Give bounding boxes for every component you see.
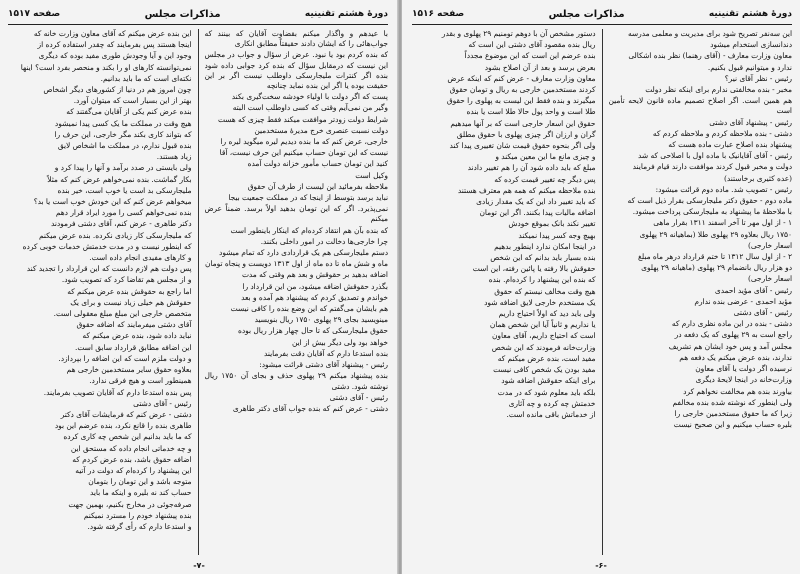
paragraph-line: ولی اگر بنحوه حقوق قیمت شان تغییری پیدا کند <box>449 141 596 151</box>
paragraph-line: مفید است، بنده عرض میکنم که <box>497 353 596 363</box>
paragraph-line: این اضافه مطابق قرارداد سابق است. <box>75 342 192 352</box>
paragraph-line: رئیس - پیشنهاد آقای دشتی قرائت میشود: <box>259 360 388 370</box>
right-page <box>402 0 800 574</box>
paragraph-line: در اینجا امکان ندارد اینطور بدهیم <box>494 241 596 251</box>
paragraph-line: این بنده عرض میکنم که آقای معاون وزارت خانه که <box>33 29 192 38</box>
right-page-header <box>412 6 792 25</box>
paragraph-line: طلا است و واحد پول حالا طلا است یا بنده <box>466 107 596 117</box>
paragraph-line: بنده بسیار باید بدانم که این شخص <box>490 253 596 263</box>
paragraph-line: نمی‌پذیرد. اگر که این تومان بدهید اولاً برسد. ضمناً عرض میکنم <box>204 204 388 224</box>
paragraph-line: یا نداریم و ثانیاً آیا این شخص همان <box>489 320 596 330</box>
paragraph-line: یک مستخدم خارجی لایق اضافه شود <box>484 297 596 307</box>
paragraph-line: بلکه باید معلوم شود که در مدت <box>497 387 596 397</box>
paragraph-line: دستور مشخص آن با دوهم تومنیم ۲۹ پهلوی و بقدر <box>441 29 596 38</box>
paragraph-line: مخبر - بنده مخالفتی ندارم برای اینکه نظر دولت <box>645 85 792 95</box>
paragraph-line: هیچ وقت مخالف نیستم که حقوق <box>494 286 596 296</box>
paragraph-line: خواهد بود ولی دیگر بیش از این <box>291 337 388 347</box>
paragraph-line: و دولت ملزم است که این اضافه را بپردازد. <box>58 353 192 363</box>
paragraph-line: اضافه حقوق باشد، بنده عرض کردم که <box>72 454 192 464</box>
right-page-number: -۶- <box>595 561 607 570</box>
paragraph-line: ریال بنده مقصود آقای دشتی این است که <box>468 40 596 50</box>
paragraph-line: ولی بایستی در صدد برآمد و آنها را پیدا کرد و <box>54 163 192 173</box>
right-header-session: دورهٔ هشتم تقنینیه <box>708 9 792 19</box>
paragraph-line: پس دیگر چه تغییر قیمت کرده که <box>494 174 596 184</box>
left-page-number: -۷- <box>193 561 205 570</box>
paragraph-line: هم بایشان می‌گفتم که این وضع بنده را کافی نیست <box>230 304 388 314</box>
paragraph-line: رئیس - نظر آقای نیر؟ <box>724 73 792 83</box>
paragraph-line: هم همین است. اگر اصلاح تصمیم ماده قانون لایحه تأمین است <box>608 96 792 116</box>
paragraph-line: زیاد هستند. <box>156 152 192 162</box>
paragraph-line: که بنده این پیشنهاد را کرده‌ام. بنده <box>488 275 596 285</box>
paragraph-line: دو هزار ریال بانضمام ۲۹ پهلوی (ماهیانه ۲۹ پهلوی <box>641 263 792 273</box>
paragraph-line: وگیر من نمی‌آیم وقتی که کسی داوطلب است البته <box>232 103 388 113</box>
paragraph-line: راجع است به ۲۹ پهلوی که یک دفعه در <box>674 330 792 340</box>
paragraph-line: ۱ - از اول مهر تا آخر اسفند ۱۳۱۱ بقرار ماهی <box>653 218 792 228</box>
paragraph-line: مینویسید بجای ۲۹ پهلوی ۱۷۵۰ ریال بنویسید <box>254 315 388 325</box>
paragraph-line: دندانسازی استخدام میشود <box>710 40 792 50</box>
paragraph-line: بنده پیشنهاد خودم را مسترد نمیکنم <box>83 510 192 520</box>
left-page <box>0 0 398 574</box>
paragraph-line: نباید داده شود، بنده عرض میکنم که <box>82 331 192 341</box>
paragraph-line: با ملاحظهٔ ما پیشنهاد به ملیجارسکی پرداخت میشود. <box>632 207 792 217</box>
paragraph-line: پس دولت هم لازم دانست که این قرارداد را تجدید کند <box>26 264 192 274</box>
paragraph-line: نباید برسد بتوسط از اینجا که در مملکت جمعیت بیجا <box>228 193 388 203</box>
right-page-col-left <box>412 29 596 555</box>
paragraph-line: دشتی - عرض کنم که بنده جواب آقای دکتر طاهری <box>232 403 388 413</box>
paragraph-line: و استدعا دارم که رأی گرفته شود. <box>87 521 192 531</box>
paragraph-line: زیرا که ما حقوق مستخدمین خارجی را <box>674 408 792 418</box>
paragraph-line: کنید این تومان حساب مأمور خزانه دولت آمده <box>247 159 388 169</box>
paragraph-line: گران و ارزان اگر چیزی پهلوی با حقوق مطلق <box>456 129 596 139</box>
paragraph-line: بعلاوه حقوق سایر مستخدمین خارجی هم <box>66 365 192 375</box>
left-page-col-left <box>8 29 192 555</box>
paragraph-line: بنده عرض کنم یکی از آقایان می‌گفتند که <box>66 107 192 117</box>
paragraph-line: و چیزی مانع ما این معین میکند و <box>495 152 596 162</box>
paragraph-line: پیشنهاد بنده اصلاح عبارت ماده هست که <box>668 140 792 150</box>
paragraph-line: مؤید احمدی - عرضی بنده ندارم <box>694 296 792 306</box>
paragraph-line: اینجا هستند پس بفرمایند که چقدر استفاده کرده از <box>37 40 192 50</box>
paragraph-line: بگذرد حقوقش اضافه میشود، من این قرارداد را <box>242 281 388 291</box>
paragraph-line: رئیس - آقای دشتی <box>733 308 792 318</box>
right-page-columns <box>412 29 792 555</box>
paragraph-line: اما راجع به حقوقش بنده عرض میکنم که <box>67 286 192 296</box>
paragraph-line: وزارت‌خانه فرمودند که این شخص <box>491 342 596 352</box>
paragraph-line: از خدماتش باقی مانده است. <box>506 409 596 419</box>
paragraph-line: رئیس - پیشنهاد آقای دشتی <box>709 117 792 127</box>
paragraph-line: دولت و مخبر قبول کردند موافقت دارند قیام فرمایند <box>632 162 792 172</box>
paragraph-line: همینطور است و هیچ فرقی ندارد. <box>89 376 192 386</box>
paragraph-line: متخصص خارجی این مبلغ مبلغ معقولی است. <box>53 309 192 319</box>
paragraph-line: حقوق ملیجارسکی که تا حال چهار هزار ریال بوده <box>238 326 388 336</box>
paragraph-line: دشتی - بنده در این ماده نظری دارم که <box>671 319 792 329</box>
paragraph-line: رئیس - آقای دشتی <box>133 398 192 408</box>
paragraph-line: این پیشنهاد را کرده‌ام که دولت در آتیه <box>75 465 192 475</box>
paragraph-line: که اینطور نیست و در مدت خدمتش خدمات خوبی کرده <box>22 241 192 251</box>
paragraph-line: که بنده کردم بود یا نبود. عرض از سؤال و جواب در مجلس این نیست که درمقابل سؤال که بنده کرد جوابی داده شود بنده اگر کنترات ملیجارسکی داوطلب نیست اگر بر این حقیقت بوده یا اگر این بنده نماید چنانچه <box>204 50 388 91</box>
paragraph-line: خارجی، عرض کنم که ما بنده دیدیم لیره میگوید لیره را <box>220 137 388 147</box>
paragraph-line: نیست که این تومان حساب میکنیم این حرف نیست، آقا <box>219 148 388 158</box>
paragraph-line: نرسیده اگر دولت یا آقای معاون <box>695 364 792 374</box>
paragraph-line: شرایط دولت زودتر موافقت میکند فقط چیزی که هست <box>217 114 388 124</box>
paragraph-line: رئیس - تصویب شد. ماده دوم قرائت میشود: <box>655 184 792 194</box>
paragraph-line: ۲ - از اول سال ۱۳۱۲ تا ختم قرارداد درهر ماه مبلغ <box>637 252 792 262</box>
paragraph-line: ندارند، بنده عرض میکنم یک دفعه هم <box>679 352 792 362</box>
paragraph-line: بنده استدعا دارم که آقایان دقت بفرمایند <box>263 348 388 358</box>
paragraph-line: متوجه باشد و این تومان را بتومان <box>88 477 192 487</box>
paragraph-line: تغییر نکند بانک بموقع خودش <box>508 219 596 229</box>
paragraph-line: طاهری بنده را قانع نکرد، بنده عرضم این بود <box>54 421 192 431</box>
left-header-session: دورهٔ هشتم تقنینیه <box>304 9 388 19</box>
paragraph-line: ماه و شش ماه تا ده ماه از اول ۱۳۱۳ دویست و پنجاه تومان <box>205 259 388 269</box>
paragraph-line: بهتر از این بسیار است که میتوان آورد. <box>73 96 192 106</box>
paragraph-line: ۱۷۵۰ ریال بعلاوه ۲۹ پهلوی طلا (بماهیانه ۲۹ پهلوی <box>639 229 792 239</box>
paragraph-line: بیاورند بنده هم مخالفت نخواهم کرد <box>683 386 792 396</box>
left-page-columns <box>8 29 388 555</box>
paragraph-line: ولی باید دید که اولاً احتیاج داریم <box>498 309 596 319</box>
right-header-title: مذاکرات مجلس <box>548 8 625 20</box>
paragraph-line: مفید بودن یک شخص کافی نیست <box>493 365 596 375</box>
paragraph-line: که ما باید بدانیم این شخص چه کاری کرده <box>63 432 192 442</box>
paragraph-line: که ملیجارسکی کار زیادی نکرده. بنده عرض میکنم <box>39 230 192 240</box>
paragraph-line: بنده ملاحظه میکنم که همه هم معترف هستند <box>457 185 596 195</box>
paragraph-line: خدمتش چه کرده و چه آثاری <box>508 398 596 408</box>
paragraph-line: معاون وزارت معارف - (آقای رهنما) نظر بنده اشکالی <box>628 51 792 61</box>
paragraph-line: مبلغ که باید داده شود آن را هم تغییر دادند <box>467 163 596 173</box>
paragraph-line: میگیرند و بنده فقط این لیست به پهلوی را حقوق <box>446 96 596 106</box>
paragraph-line: چرا خارجی‌ها دخالت در امور داخلی بکنند. <box>260 236 388 246</box>
left-header-page: صفحه ۱۵۱۷ <box>8 9 61 19</box>
paragraph-line: رئیس - آقای دشتی <box>329 392 388 402</box>
paragraph-line: با عیدهم و واگذار میکنم بقضاوت آقایان که بینند که جواب‌هائی را که ایشان دادند حقیقتاً مطابق انکاری <box>204 29 388 49</box>
paragraph-line: آقای دشتی میفرمایند که اضافه حقوق <box>76 320 192 330</box>
paragraph-line: حقوق این اسعار خارجی است که بر آنها میدهیم <box>450 118 596 128</box>
paragraph-line: ملاحظه بفرمائید این لیست از طرف آن حقوق <box>247 181 388 191</box>
paragraph-line: بهیچ وجه کسر پیدا نمیکند <box>518 230 596 240</box>
paragraph-line: دستم ملیجارسکی هم یک قراردادی دارد که تمام میشود <box>219 248 388 258</box>
paragraph-line: و چه خدماتی انجام داده که مستحق این <box>70 443 192 453</box>
paragraph-line: نمی‌توانسته کارهای او را بکند و منحصر بفرد است؟ اینها <box>20 62 192 72</box>
paragraph-line: حساب کند نه بلیره و اینکه ما باید <box>89 488 192 498</box>
paragraph-line: ندارد و میتوانیم قبول بکنیم. <box>707 62 792 72</box>
paragraph-line: اسعار خارجی) <box>748 240 792 250</box>
column-divider <box>602 29 603 555</box>
left-page-header <box>8 6 388 25</box>
left-header-title: مذاکرات مجلس <box>144 8 221 20</box>
paragraph-line: پس بنده استدعا دارم که آقایان تصویب بفرمایند. <box>43 387 192 397</box>
paragraph-line: دشتی - بنده ملاحظه کردم و ملاحظه کردم که <box>652 128 792 138</box>
paragraph-line: چون امروز هم در دنیا از کشورهای دیگر اشخاص <box>43 85 192 95</box>
paragraph-line: که باید تغییر داد این که یک مقدار زیادی <box>476 197 596 207</box>
paragraph-line: رئیس - آقای آقایانیک با ماده اول با اصلاحی که شد <box>638 151 792 161</box>
paragraph-line: دکتر طاهری - عرض کنم، آقای دشتی فرمودند <box>50 219 192 229</box>
paragraph-line: اضافه بدهید بر حقوقش و بعد هم وقتی که مدت <box>241 270 388 280</box>
paragraph-line: بنده پیشنهاد میکنم ۲۹ پهلوی حذف و بجای آن ۱۷۵۰ ریال نوشته شود. دشتی <box>204 371 388 391</box>
paragraph-line: حقوقش بالا رفته یا پائین رفته، این است <box>472 264 596 274</box>
paragraph-line: بنده عرضم این است که این موضوع مجدداً <box>464 51 596 61</box>
right-page-col-right <box>609 29 793 555</box>
paragraph-line: بنده نمی‌خواهم کسی را مورد ایراد قرار دهم <box>55 208 192 218</box>
paragraph-line: بکار گماشت. بنده نمی‌خواهم عرض کنم که مثلاً <box>47 174 192 184</box>
paragraph-line: بلیره حساب میکنیم و این صحیح نیست <box>673 420 792 430</box>
column-divider <box>198 29 199 555</box>
left-page-col-right <box>205 29 389 555</box>
paragraph-line: (عده کثیری برخاستند) <box>724 173 792 183</box>
paragraph-line: خواندم و تصدیق کردم که پیشنهاد هم آمده و بعد <box>241 292 388 302</box>
paragraph-line: که بتواند کاری بکند مگر خارجی، این حرف را <box>54 129 192 139</box>
paragraph-line: و کارهای مفیدی انجام داده است. <box>89 253 192 263</box>
paragraph-line: بعرض برسد و بعد از آن اصلاح بشود <box>484 62 596 72</box>
paragraph-line: میخواهم عرض کنم که این خودش خوب است یا بد؟ <box>33 197 192 207</box>
paragraph-line: پست که اگر دولت با اولیاء خودشه سخت‌گیری بکند <box>231 92 388 102</box>
paragraph-line: ماده دوم - حقوق دکتر ملیجارسکی بقرار ذیل است که <box>627 196 792 206</box>
paragraph-line: نکته‌ای است که ما باید بدانیم. <box>100 73 192 83</box>
paragraph-line: است که احتیاج داریم، آقای معاون <box>491 331 596 341</box>
paragraph-line: معاون وزارت معارف - عرض کنم که اینکه عرض <box>447 73 596 83</box>
paragraph-line: که بنده بآن هم انتقاد کرده‌ام که اینکار باینطور است <box>230 225 388 235</box>
paragraph-line: بنده قبول ندارم، در مملکت ما اشخاص لایق <box>57 141 192 151</box>
paragraph-line: حقوقش هم خیلی زیاد نیست و برای یک <box>70 297 192 307</box>
paragraph-line: صرفه‌جوئی در مخارج بکنیم، بهمین جهت <box>68 499 192 509</box>
paragraph-line: اضافه مالیات پیدا بکنند. اگر این تومان <box>479 208 596 218</box>
paragraph-line: اسعار خارجی) <box>748 274 792 284</box>
paragraph-line: ملیجارسکی بد است یا خوب است، خیر بنده <box>57 185 192 195</box>
paragraph-line: و از مجلس هم تقاضا کرد که تصویب شود. <box>61 275 192 285</box>
paragraph-line: هیچ وقت در مملکت ما یک کسی پیدا نمیشود <box>54 118 192 128</box>
paragraph-line: دشتی - عرض کنم که فرمایشات آقای دکتر <box>60 409 192 419</box>
paragraph-line: وجود این و آیا وجودش طوری مفید بوده که دیگری <box>38 51 192 61</box>
paragraph-line: برای اینکه حقوقش اضافه شود <box>501 376 596 386</box>
paragraph-line: ولی اینطور که نوشته شده بنده مخالفم <box>672 397 792 407</box>
paragraph-line: وکیل است <box>355 170 388 180</box>
paragraph-line: وزارت‌خانه در اینجا لایحهٔ دیگری <box>695 375 792 385</box>
paragraph-line: رئیس - آقای مؤید احمدی <box>714 285 792 295</box>
paragraph-line: دولت نسبت عنصری خرج مدیرهٔ مستخدمین <box>254 125 388 135</box>
paragraph-line: این سه‌نفر تصریح شود برای مدیریت و معلمی مدرسه <box>627 29 792 38</box>
paragraph-line: کردند مستخدمین خارجی به ریال و تومان حقوق <box>449 85 596 95</box>
paragraph-line: مجلس آمد و پس خود ایشان هم تشریف <box>668 341 792 351</box>
right-header-page: صفحه ۱۵۱۶ <box>412 9 465 19</box>
